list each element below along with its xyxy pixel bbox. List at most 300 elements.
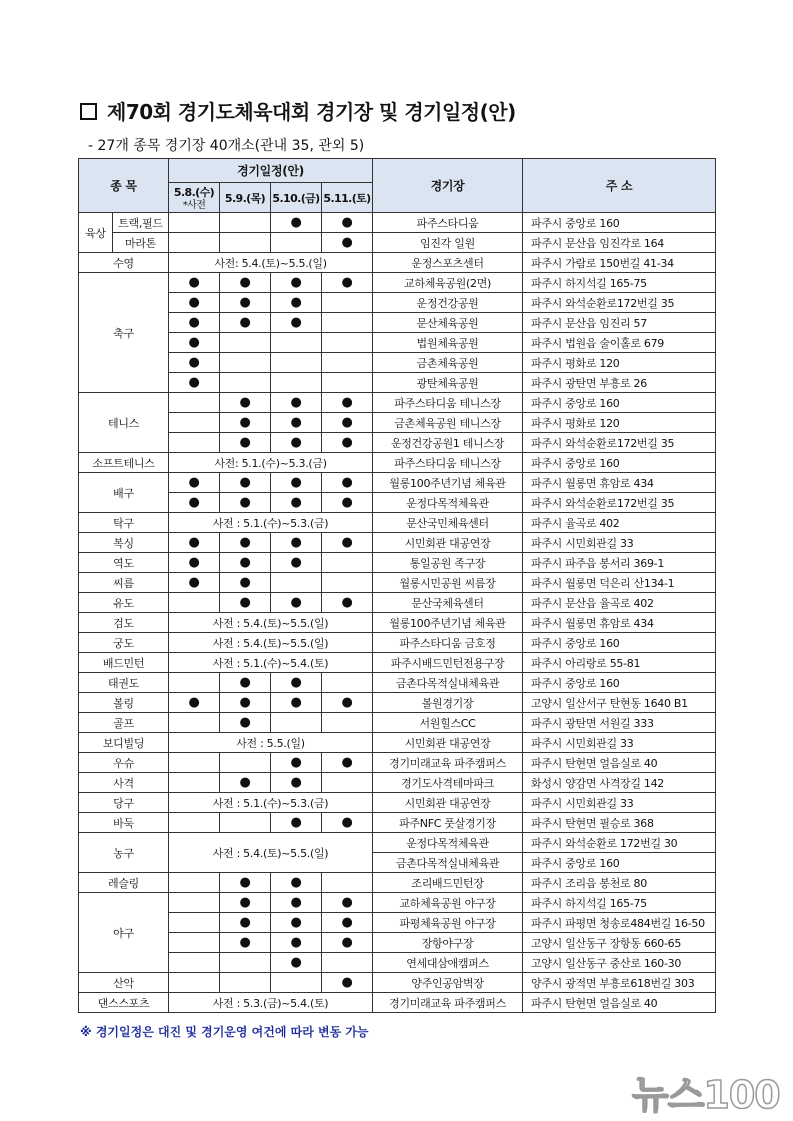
table-row xyxy=(79,453,716,473)
address-cell: 파주시 월롱면 덕은리 산134-1 xyxy=(523,573,716,593)
scheduled-dot-icon: ● xyxy=(188,315,200,330)
pre-schedule-cell: 사전 : 5.1.(수)~5.3.(금) xyxy=(169,513,373,533)
address-cell: 파주시 중앙로 160 xyxy=(523,393,716,413)
day-cell xyxy=(322,353,373,373)
day-cell xyxy=(169,233,220,253)
day-cell xyxy=(322,873,373,893)
day-cell xyxy=(220,913,271,933)
day-cell xyxy=(169,493,220,513)
sub-event-cell: 마라톤 xyxy=(113,233,169,253)
scheduled-dot-icon: ● xyxy=(188,535,200,550)
event-cell: 볼링 xyxy=(79,693,169,713)
event-cell: 레슬링 xyxy=(79,873,169,893)
day-cell xyxy=(220,533,271,553)
table-row xyxy=(79,873,716,893)
scheduled-dot-icon: ● xyxy=(341,975,353,990)
table-row xyxy=(79,973,716,993)
venue-cell: 파주스타디움 금호정 xyxy=(373,633,523,653)
day-cell xyxy=(271,813,322,833)
day-cell xyxy=(220,673,271,693)
venue-cell: 서원힐스CC xyxy=(373,713,523,733)
day-cell xyxy=(322,433,373,453)
address-cell: 고양시 일산동구 중산로 160-30 xyxy=(523,953,716,973)
day-cell xyxy=(322,553,373,573)
venue-cell: 경기미래교육 파주캠퍼스 xyxy=(373,993,523,1013)
scheduled-dot-icon: ● xyxy=(188,355,200,370)
scheduled-dot-icon: ● xyxy=(290,315,302,330)
scheduled-dot-icon: ● xyxy=(341,755,353,770)
day-cell xyxy=(169,873,220,893)
scheduled-dot-icon: ● xyxy=(341,595,353,610)
day-cell xyxy=(220,973,271,993)
day-cell xyxy=(322,373,373,393)
day-cell xyxy=(322,233,373,253)
day-cell xyxy=(220,393,271,413)
day-cell xyxy=(322,753,373,773)
day-cell xyxy=(169,433,220,453)
table-row xyxy=(79,893,716,913)
day-cell xyxy=(220,233,271,253)
venue-cell: 문산체육공원 xyxy=(373,313,523,333)
event-cell: 태권도 xyxy=(79,673,169,693)
venue-cell: 임진각 일원 xyxy=(373,233,523,253)
address-cell: 화성시 양감면 사격장길 142 xyxy=(523,773,716,793)
scheduled-dot-icon: ● xyxy=(341,915,353,930)
venue-cell: 광탄체육공원 xyxy=(373,373,523,393)
day-cell xyxy=(271,373,322,393)
venue-cell: 금촌다목적실내체육관 xyxy=(373,853,523,873)
scheduled-dot-icon: ● xyxy=(290,875,302,890)
venue-cell: 파주스타디움 xyxy=(373,213,523,233)
day-cell xyxy=(220,353,271,373)
day-cell xyxy=(169,913,220,933)
day-cell xyxy=(271,233,322,253)
scheduled-dot-icon: ● xyxy=(341,275,353,290)
table-row xyxy=(79,573,716,593)
scheduled-dot-icon: ● xyxy=(239,895,251,910)
schedule-table-body xyxy=(79,213,716,1013)
scheduled-dot-icon: ● xyxy=(239,875,251,890)
day-cell xyxy=(169,273,220,293)
address-cell: 파주시 중앙로 160 xyxy=(523,633,716,653)
table-row xyxy=(79,353,716,373)
day-cell xyxy=(322,693,373,713)
address-cell: 파주시 와석순환로172번길 35 xyxy=(523,293,716,313)
address-cell: 파주시 와석순환로 172번길 30 xyxy=(523,833,716,853)
table-row xyxy=(79,773,716,793)
day-cell xyxy=(271,873,322,893)
scheduled-dot-icon: ● xyxy=(239,675,251,690)
address-cell: 파주시 법원읍 술이홀로 679 xyxy=(523,333,716,353)
address-cell: 파주시 조리읍 봉천로 80 xyxy=(523,873,716,893)
scheduled-dot-icon: ● xyxy=(290,695,302,710)
day-cell xyxy=(169,413,220,433)
day-cell xyxy=(220,273,271,293)
day-cell xyxy=(271,673,322,693)
scheduled-dot-icon: ● xyxy=(239,555,251,570)
sub-event-cell: 트랙,필드 xyxy=(113,213,169,233)
address-cell: 고양시 일산동구 장항동 660-65 xyxy=(523,933,716,953)
day-cell xyxy=(271,213,322,233)
day-cell xyxy=(271,933,322,953)
day-cell xyxy=(322,813,373,833)
day-cell xyxy=(322,273,373,293)
scheduled-dot-icon: ● xyxy=(239,295,251,310)
address-cell: 파주시 가람로 150번길 41-34 xyxy=(523,253,716,273)
event-cell: 육상 xyxy=(79,213,113,253)
day-cell xyxy=(220,773,271,793)
scheduled-dot-icon: ● xyxy=(290,275,302,290)
scheduled-dot-icon: ● xyxy=(290,495,302,510)
scheduled-dot-icon: ● xyxy=(341,895,353,910)
address-cell: 파주시 하지석길 165-75 xyxy=(523,893,716,913)
pre-schedule-cell: 사전: 5.1.(수)~5.3.(금) xyxy=(169,453,373,473)
day-cell xyxy=(220,693,271,713)
address-cell: 파주시 문산읍 율곡로 402 xyxy=(523,593,716,613)
scheduled-dot-icon: ● xyxy=(290,475,302,490)
scheduled-dot-icon: ● xyxy=(341,495,353,510)
address-cell: 파주시 중앙로 160 xyxy=(523,213,716,233)
day-cell xyxy=(271,753,322,773)
table-row xyxy=(79,413,716,433)
venue-cell: 월롱시민공원 씨름장 xyxy=(373,573,523,593)
day-cell xyxy=(169,213,220,233)
day-cell xyxy=(271,293,322,313)
scheduled-dot-icon: ● xyxy=(239,935,251,950)
day-cell xyxy=(271,773,322,793)
event-cell: 당구 xyxy=(79,793,169,813)
scheduled-dot-icon: ● xyxy=(188,275,200,290)
table-row xyxy=(79,953,716,973)
day-cell xyxy=(322,933,373,953)
day-cell xyxy=(271,433,322,453)
event-cell: 댄스스포츠 xyxy=(79,993,169,1013)
scheduled-dot-icon: ● xyxy=(341,435,353,450)
venue-cell: 교하체육공원(2면) xyxy=(373,273,523,293)
scheduled-dot-icon: ● xyxy=(341,215,353,230)
venue-cell: 운정건강공원 xyxy=(373,293,523,313)
scheduled-dot-icon: ● xyxy=(239,695,251,710)
event-cell: 보디빌딩 xyxy=(79,733,169,753)
scheduled-dot-icon: ● xyxy=(290,415,302,430)
address-cell: 파주시 파평면 청송로484번길 16-50 xyxy=(523,913,716,933)
scheduled-dot-icon: ● xyxy=(341,235,353,250)
day-cell xyxy=(169,573,220,593)
address-cell: 파주시 시민회관길 33 xyxy=(523,533,716,553)
venue-cell: 시민회관 대공연장 xyxy=(373,533,523,553)
address-cell: 파주시 탄현면 얼음실로 40 xyxy=(523,753,716,773)
day-cell xyxy=(322,333,373,353)
venue-cell: 금촌체육공원 테니스장 xyxy=(373,413,523,433)
table-row xyxy=(79,293,716,313)
scheduled-dot-icon: ● xyxy=(341,475,353,490)
event-cell: 배구 xyxy=(79,473,169,513)
scheduled-dot-icon: ● xyxy=(290,935,302,950)
scheduled-dot-icon: ● xyxy=(188,575,200,590)
day-cell xyxy=(220,373,271,393)
day-cell xyxy=(322,773,373,793)
scheduled-dot-icon: ● xyxy=(341,535,353,550)
day-cell xyxy=(322,313,373,333)
scheduled-dot-icon: ● xyxy=(239,435,251,450)
event-cell: 배드민턴 xyxy=(79,653,169,673)
venue-cell: 월롱100주년기념 체육관 xyxy=(373,613,523,633)
event-cell: 산악 xyxy=(79,973,169,993)
scheduled-dot-icon: ● xyxy=(341,395,353,410)
day-cell xyxy=(271,533,322,553)
table-row xyxy=(79,633,716,653)
event-cell: 유도 xyxy=(79,593,169,613)
scheduled-dot-icon: ● xyxy=(188,495,200,510)
header-date-1-label: 5.8.(수) xyxy=(173,186,215,199)
day-cell xyxy=(322,413,373,433)
event-cell: 축구 xyxy=(79,273,169,393)
day-cell xyxy=(220,553,271,573)
scheduled-dot-icon: ● xyxy=(239,495,251,510)
scheduled-dot-icon: ● xyxy=(239,535,251,550)
venue-cell: 조리배드민턴장 xyxy=(373,873,523,893)
day-cell xyxy=(169,373,220,393)
page-title-text: 제70회 경기도체육대회 경기장 및 경기일정(안) xyxy=(107,100,516,124)
day-cell xyxy=(271,393,322,413)
address-cell: 파주시 평화로 120 xyxy=(523,413,716,433)
schedule-note: ※ 경기일정은 대진 및 경기운영 여건에 따라 변동 가능 xyxy=(80,1025,369,1039)
address-cell: 파주시 중앙로 160 xyxy=(523,673,716,693)
day-cell xyxy=(169,693,220,713)
day-cell xyxy=(322,533,373,553)
venue-cell: 경기미래교육 파주캠퍼스 xyxy=(373,753,523,773)
day-cell xyxy=(271,493,322,513)
scheduled-dot-icon: ● xyxy=(290,555,302,570)
address-cell: 파주시 파주읍 봉서리 369-1 xyxy=(523,553,716,573)
scheduled-dot-icon: ● xyxy=(290,435,302,450)
event-cell: 야구 xyxy=(79,893,169,973)
day-cell xyxy=(322,973,373,993)
page-title xyxy=(80,96,516,125)
event-cell: 궁도 xyxy=(79,633,169,653)
day-cell xyxy=(271,473,322,493)
scheduled-dot-icon: ● xyxy=(239,395,251,410)
table-row xyxy=(79,493,716,513)
address-cell: 파주시 월롱면 휴암로 434 xyxy=(523,473,716,493)
day-cell xyxy=(271,313,322,333)
venue-cell: 운정건강공원1 테니스장 xyxy=(373,433,523,453)
day-cell xyxy=(220,593,271,613)
event-cell: 우슈 xyxy=(79,753,169,773)
day-cell xyxy=(322,953,373,973)
address-cell: 파주시 중앙로 160 xyxy=(523,453,716,473)
venue-cell: 경기도사격테마파크 xyxy=(373,773,523,793)
day-cell xyxy=(220,493,271,513)
venue-cell: 볼원경기장 xyxy=(373,693,523,713)
address-cell: 파주시 평화로 120 xyxy=(523,353,716,373)
day-cell xyxy=(271,413,322,433)
day-cell xyxy=(169,893,220,913)
day-cell xyxy=(271,553,322,573)
table-row xyxy=(79,313,716,333)
scheduled-dot-icon: ● xyxy=(239,415,251,430)
pre-schedule-cell: 사전 : 5.1.(수)~5.3.(금) xyxy=(169,793,373,813)
day-cell xyxy=(169,473,220,493)
day-cell xyxy=(169,353,220,373)
event-cell: 골프 xyxy=(79,713,169,733)
day-cell xyxy=(271,593,322,613)
table-row xyxy=(79,653,716,673)
day-cell xyxy=(220,473,271,493)
schedule-table xyxy=(78,158,716,1013)
address-cell: 파주시 아리랑로 55-81 xyxy=(523,653,716,673)
event-cell: 소프트테니스 xyxy=(79,453,169,473)
scheduled-dot-icon: ● xyxy=(290,775,302,790)
table-row xyxy=(79,533,716,553)
table-row xyxy=(79,793,716,813)
day-cell xyxy=(169,313,220,333)
event-cell: 테니스 xyxy=(79,393,169,453)
venue-cell: 통일공원 족구장 xyxy=(373,553,523,573)
day-cell xyxy=(220,893,271,913)
pre-schedule-cell: 사전 : 5.5.(일) xyxy=(169,733,373,753)
day-cell xyxy=(271,713,322,733)
scheduled-dot-icon: ● xyxy=(188,335,200,350)
day-cell xyxy=(271,913,322,933)
scheduled-dot-icon: ● xyxy=(290,215,302,230)
event-cell: 씨름 xyxy=(79,573,169,593)
scheduled-dot-icon: ● xyxy=(239,315,251,330)
day-cell xyxy=(169,773,220,793)
day-cell xyxy=(220,333,271,353)
day-cell xyxy=(322,393,373,413)
table-row xyxy=(79,733,716,753)
table-row xyxy=(79,393,716,413)
address-cell: 파주시 광탄면 부흥로 26 xyxy=(523,373,716,393)
header-date-1 xyxy=(169,183,220,213)
address-cell: 파주시 시민회관길 33 xyxy=(523,733,716,753)
day-cell xyxy=(169,293,220,313)
venue-cell: 교하체육공원 야구장 xyxy=(373,893,523,913)
scheduled-dot-icon: ● xyxy=(188,295,200,310)
venue-cell: 파평체육공원 야구장 xyxy=(373,913,523,933)
day-cell xyxy=(220,313,271,333)
venue-cell: 문산국민체육센터 xyxy=(373,513,523,533)
scheduled-dot-icon: ● xyxy=(188,475,200,490)
scheduled-dot-icon: ● xyxy=(290,755,302,770)
table-row xyxy=(79,333,716,353)
scheduled-dot-icon: ● xyxy=(239,775,251,790)
scheduled-dot-icon: ● xyxy=(290,915,302,930)
day-cell xyxy=(169,813,220,833)
scheduled-dot-icon: ● xyxy=(341,935,353,950)
day-cell xyxy=(220,213,271,233)
header-date-sub: *사전 xyxy=(182,200,206,211)
venue-cell: 장항야구장 xyxy=(373,933,523,953)
day-cell xyxy=(322,293,373,313)
event-cell: 농구 xyxy=(79,833,169,873)
day-cell xyxy=(271,333,322,353)
day-cell xyxy=(271,273,322,293)
table-row xyxy=(79,513,716,533)
page-subtitle: - 27개 종목 경기장 40개소(관내 35, 관외 5) xyxy=(88,138,365,154)
table-row xyxy=(79,593,716,613)
address-cell: 파주시 시민회관길 33 xyxy=(523,793,716,813)
table-row xyxy=(79,993,716,1013)
header-venue: 경기장 xyxy=(373,159,523,213)
header-date-2: 5.9.(목) xyxy=(220,183,271,213)
day-cell xyxy=(169,953,220,973)
scheduled-dot-icon: ● xyxy=(341,695,353,710)
day-cell xyxy=(220,433,271,453)
table-row xyxy=(79,693,716,713)
venue-cell: 운정다목적체육관 xyxy=(373,833,523,853)
day-cell xyxy=(271,893,322,913)
day-cell xyxy=(220,753,271,773)
checkbox-square-icon xyxy=(80,103,97,120)
scheduled-dot-icon: ● xyxy=(188,555,200,570)
event-cell: 사격 xyxy=(79,773,169,793)
event-cell: 수영 xyxy=(79,253,169,273)
venue-cell: 파주스타디움 테니스장 xyxy=(373,453,523,473)
day-cell xyxy=(220,873,271,893)
table-row xyxy=(79,833,716,853)
day-cell xyxy=(169,333,220,353)
address-cell: 파주시 와석순환로172번길 35 xyxy=(523,433,716,453)
table-row xyxy=(79,553,716,573)
venue-cell: 시민회관 대공연장 xyxy=(373,793,523,813)
pre-schedule-cell: 사전 : 5.1.(수)~5.4.(토) xyxy=(169,653,373,673)
address-cell: 파주시 와석순환로172번길 35 xyxy=(523,493,716,513)
table-row xyxy=(79,373,716,393)
venue-cell: 양주인공암벽장 xyxy=(373,973,523,993)
pre-schedule-cell: 사전 : 5.4.(토)~5.5.(일) xyxy=(169,833,373,873)
address-cell: 파주시 문산읍 임진리 57 xyxy=(523,313,716,333)
day-cell xyxy=(322,913,373,933)
header-date-3: 5.10.(금) xyxy=(271,183,322,213)
table-row xyxy=(79,253,716,273)
day-cell xyxy=(169,973,220,993)
scheduled-dot-icon: ● xyxy=(290,895,302,910)
scheduled-dot-icon: ● xyxy=(290,815,302,830)
venue-cell: 금촌체육공원 xyxy=(373,353,523,373)
header-date-4: 5.11.(토) xyxy=(322,183,373,213)
table-row xyxy=(79,933,716,953)
news100-watermark-logo: 뉴스100 xyxy=(632,1073,780,1117)
day-cell xyxy=(169,553,220,573)
scheduled-dot-icon: ● xyxy=(290,675,302,690)
table-row xyxy=(79,753,716,773)
day-cell xyxy=(220,573,271,593)
address-cell: 양주시 광적면 부흥로618번길 303 xyxy=(523,973,716,993)
event-cell: 검도 xyxy=(79,613,169,633)
table-row xyxy=(79,713,716,733)
venue-cell: 월롱100주년기념 체육관 xyxy=(373,473,523,493)
scheduled-dot-icon: ● xyxy=(290,395,302,410)
venue-cell: 파주NFC 풋살경기장 xyxy=(373,813,523,833)
day-cell xyxy=(322,213,373,233)
table-row xyxy=(79,913,716,933)
table-row xyxy=(79,213,716,233)
day-cell xyxy=(220,293,271,313)
table-row xyxy=(79,613,716,633)
table-row xyxy=(79,813,716,833)
table-row xyxy=(79,233,716,253)
day-cell xyxy=(271,693,322,713)
day-cell xyxy=(220,813,271,833)
scheduled-dot-icon: ● xyxy=(239,475,251,490)
venue-cell: 운정스포츠센터 xyxy=(373,253,523,273)
table-row xyxy=(79,273,716,293)
address-cell: 파주시 탄현면 얼음실로 40 xyxy=(523,993,716,1013)
scheduled-dot-icon: ● xyxy=(290,535,302,550)
table-row xyxy=(79,433,716,453)
